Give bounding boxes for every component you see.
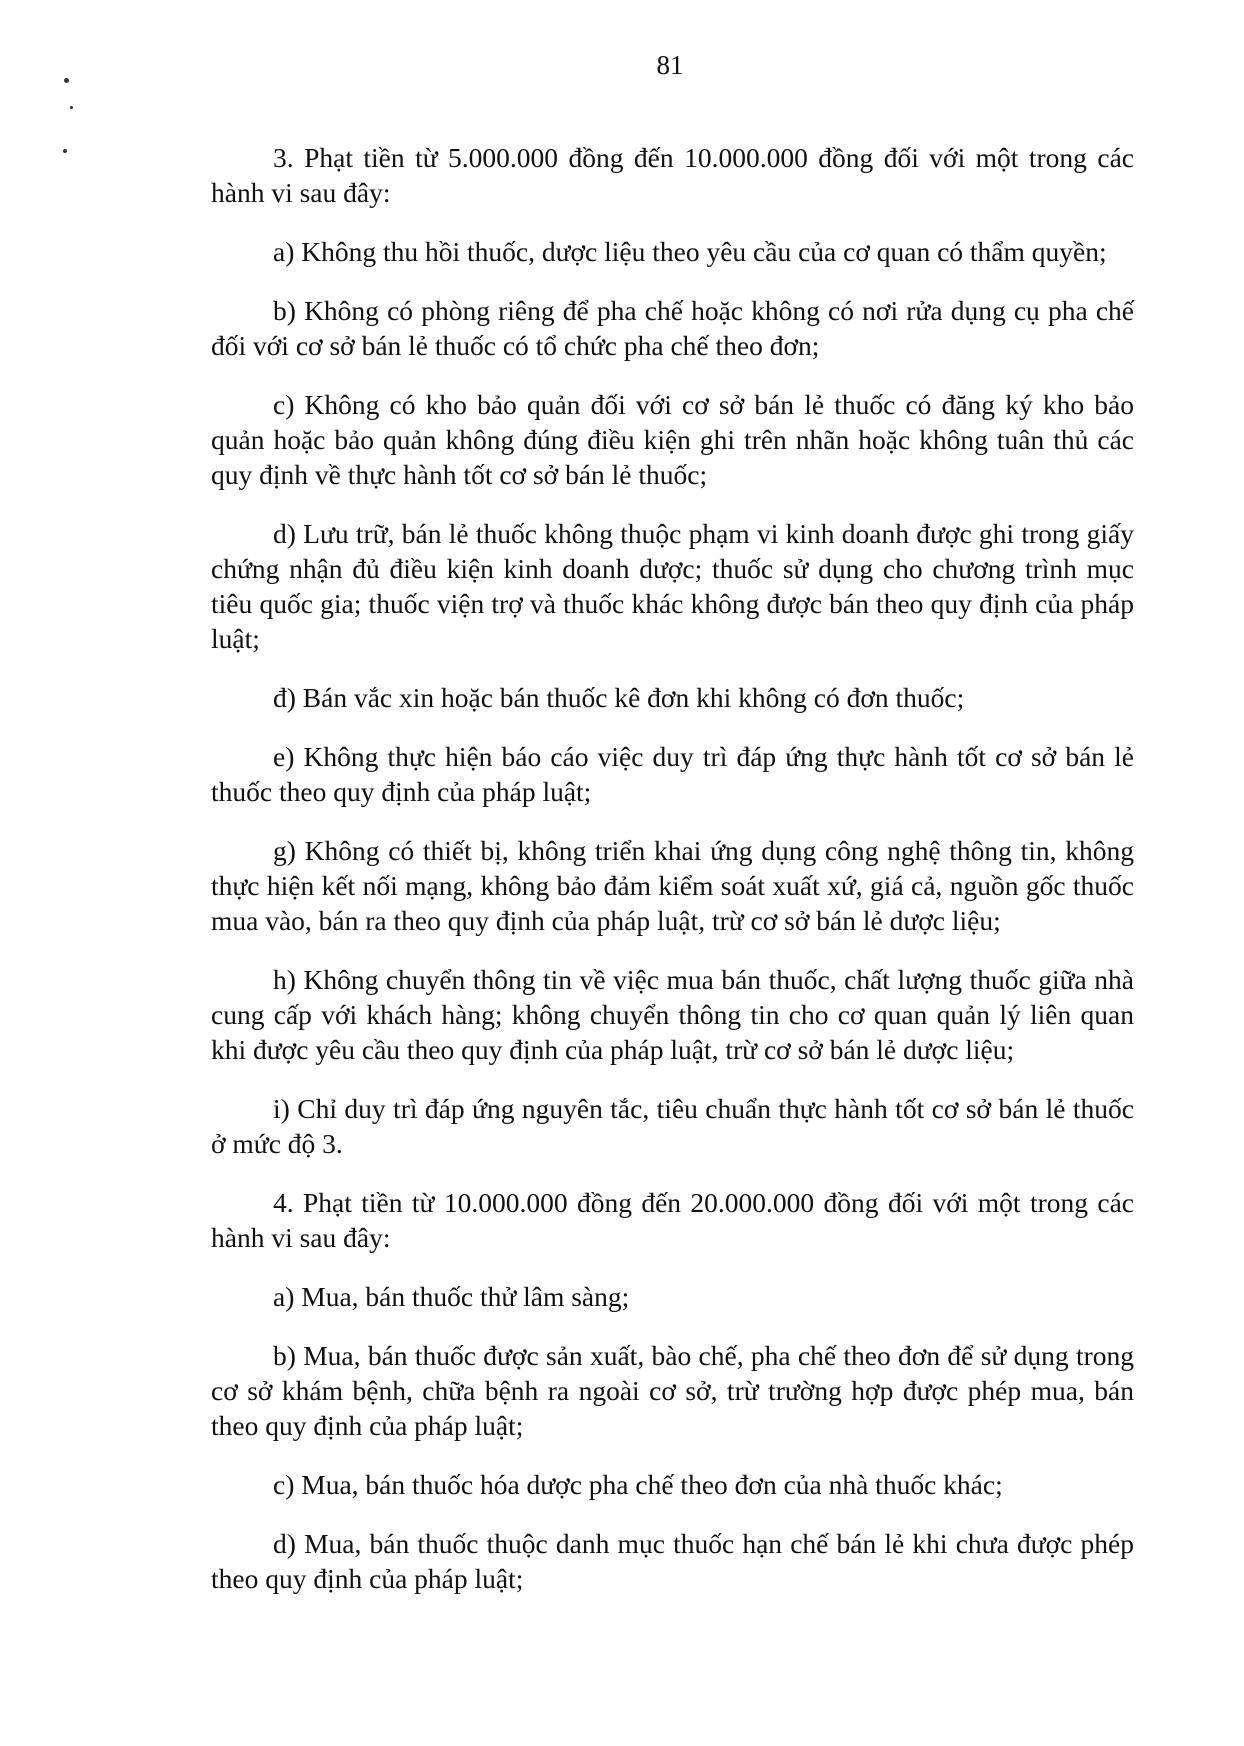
section-3-item-h: h) Không chuyển thông tin về việc mua bán thuốc, chất lượng thuốc giữa nhà cung cấp với khách hàng; không chuyển thông tin cho cơ quan quản lý liên quan khi được yêu cầu theo quy định của pháp luật, trừ cơ sở bán lẻ dược liệu;	[211, 964, 1134, 1065]
section-4-heading: 4. Phạt tiền từ 10.000.000 đồng đến 20.000.000 đồng đối với một trong các hành vi sau đây:	[211, 1187, 1134, 1253]
scan-speck	[70, 106, 73, 109]
section-3-item-a: a) Không thu hồi thuốc, dược liệu theo yêu cầu của cơ quan có thẩm quyền;	[273, 236, 1107, 267]
section-4-item-c: c) Mua, bán thuốc hóa dược pha chế theo đơn của nhà thuốc khác;	[273, 1469, 1003, 1500]
section-3-item-dd: đ) Bán vắc xin hoặc bán thuốc kê đơn khi không có đơn thuốc;	[273, 682, 965, 713]
section-4-item-b: b) Mua, bán thuốc được sản xuất, bào chế, pha chế theo đơn để sử dụng trong cơ sở khám bệnh, chữa bệnh ra ngoài cơ sở, trừ trường hợp được phép mua, bán theo quy định của pháp luật;	[211, 1340, 1134, 1441]
document-body	[211, 140, 1134, 1596]
section-3-item-g: g) Không có thiết bị, không triển khai ứng dụng công nghệ thông tin, không thực hiện kết nối mạng, không bảo đảm kiểm soát xuất xứ, giá cả, nguồn gốc thuốc mua vào, bán ra theo quy định của pháp luật, trừ cơ sở bán lẻ dược liệu;	[211, 835, 1134, 936]
section-3-item-e: e) Không thực hiện báo cáo việc duy trì đáp ứng thực hành tốt cơ sở bán lẻ thuốc theo quy định của pháp luật;	[211, 741, 1134, 807]
section-4-item-a: a) Mua, bán thuốc thử lâm sàng;	[273, 1281, 630, 1312]
section-3-heading: 3. Phạt tiền từ 5.000.000 đồng đến 10.000.000 đồng đối với một trong các hành vi sau đây:	[211, 142, 1134, 208]
section-3-item-b: b) Không có phòng riêng để pha chế hoặc không có nơi rửa dụng cụ pha chế đối với cơ sở bán lẻ thuốc có tổ chức pha chế theo đơn;	[211, 295, 1134, 361]
section-4-item-d: d) Mua, bán thuốc thuộc danh mục thuốc hạn chế bán lẻ khi chưa được phép theo quy định của pháp luật;	[211, 1528, 1134, 1594]
scan-speck	[64, 78, 69, 83]
section-3-item-i: i) Chỉ duy trì đáp ứng nguyên tắc, tiêu chuẩn thực hành tốt cơ sở bán lẻ thuốc ở mức độ 3.	[211, 1093, 1134, 1159]
section-3-item-c: c) Không có kho bảo quản đối với cơ sở bán lẻ thuốc có đăng ký kho bảo quản hoặc bảo quản không đúng điều kiện ghi trên nhãn hoặc không tuân thủ các quy định về thực hành tốt cơ sở bán lẻ thuốc;	[211, 389, 1134, 490]
page-number: 81	[656, 50, 684, 80]
scan-speck	[63, 149, 67, 153]
section-3-item-d: d) Lưu trữ, bán lẻ thuốc không thuộc phạm vi kinh doanh được ghi trong giấy chứng nhận đủ điều kiện kinh doanh dược; thuốc sử dụng cho chương trình mục tiêu quốc gia; thuốc viện trợ và thuốc khác không được bán theo quy định của pháp luật;	[211, 518, 1134, 654]
